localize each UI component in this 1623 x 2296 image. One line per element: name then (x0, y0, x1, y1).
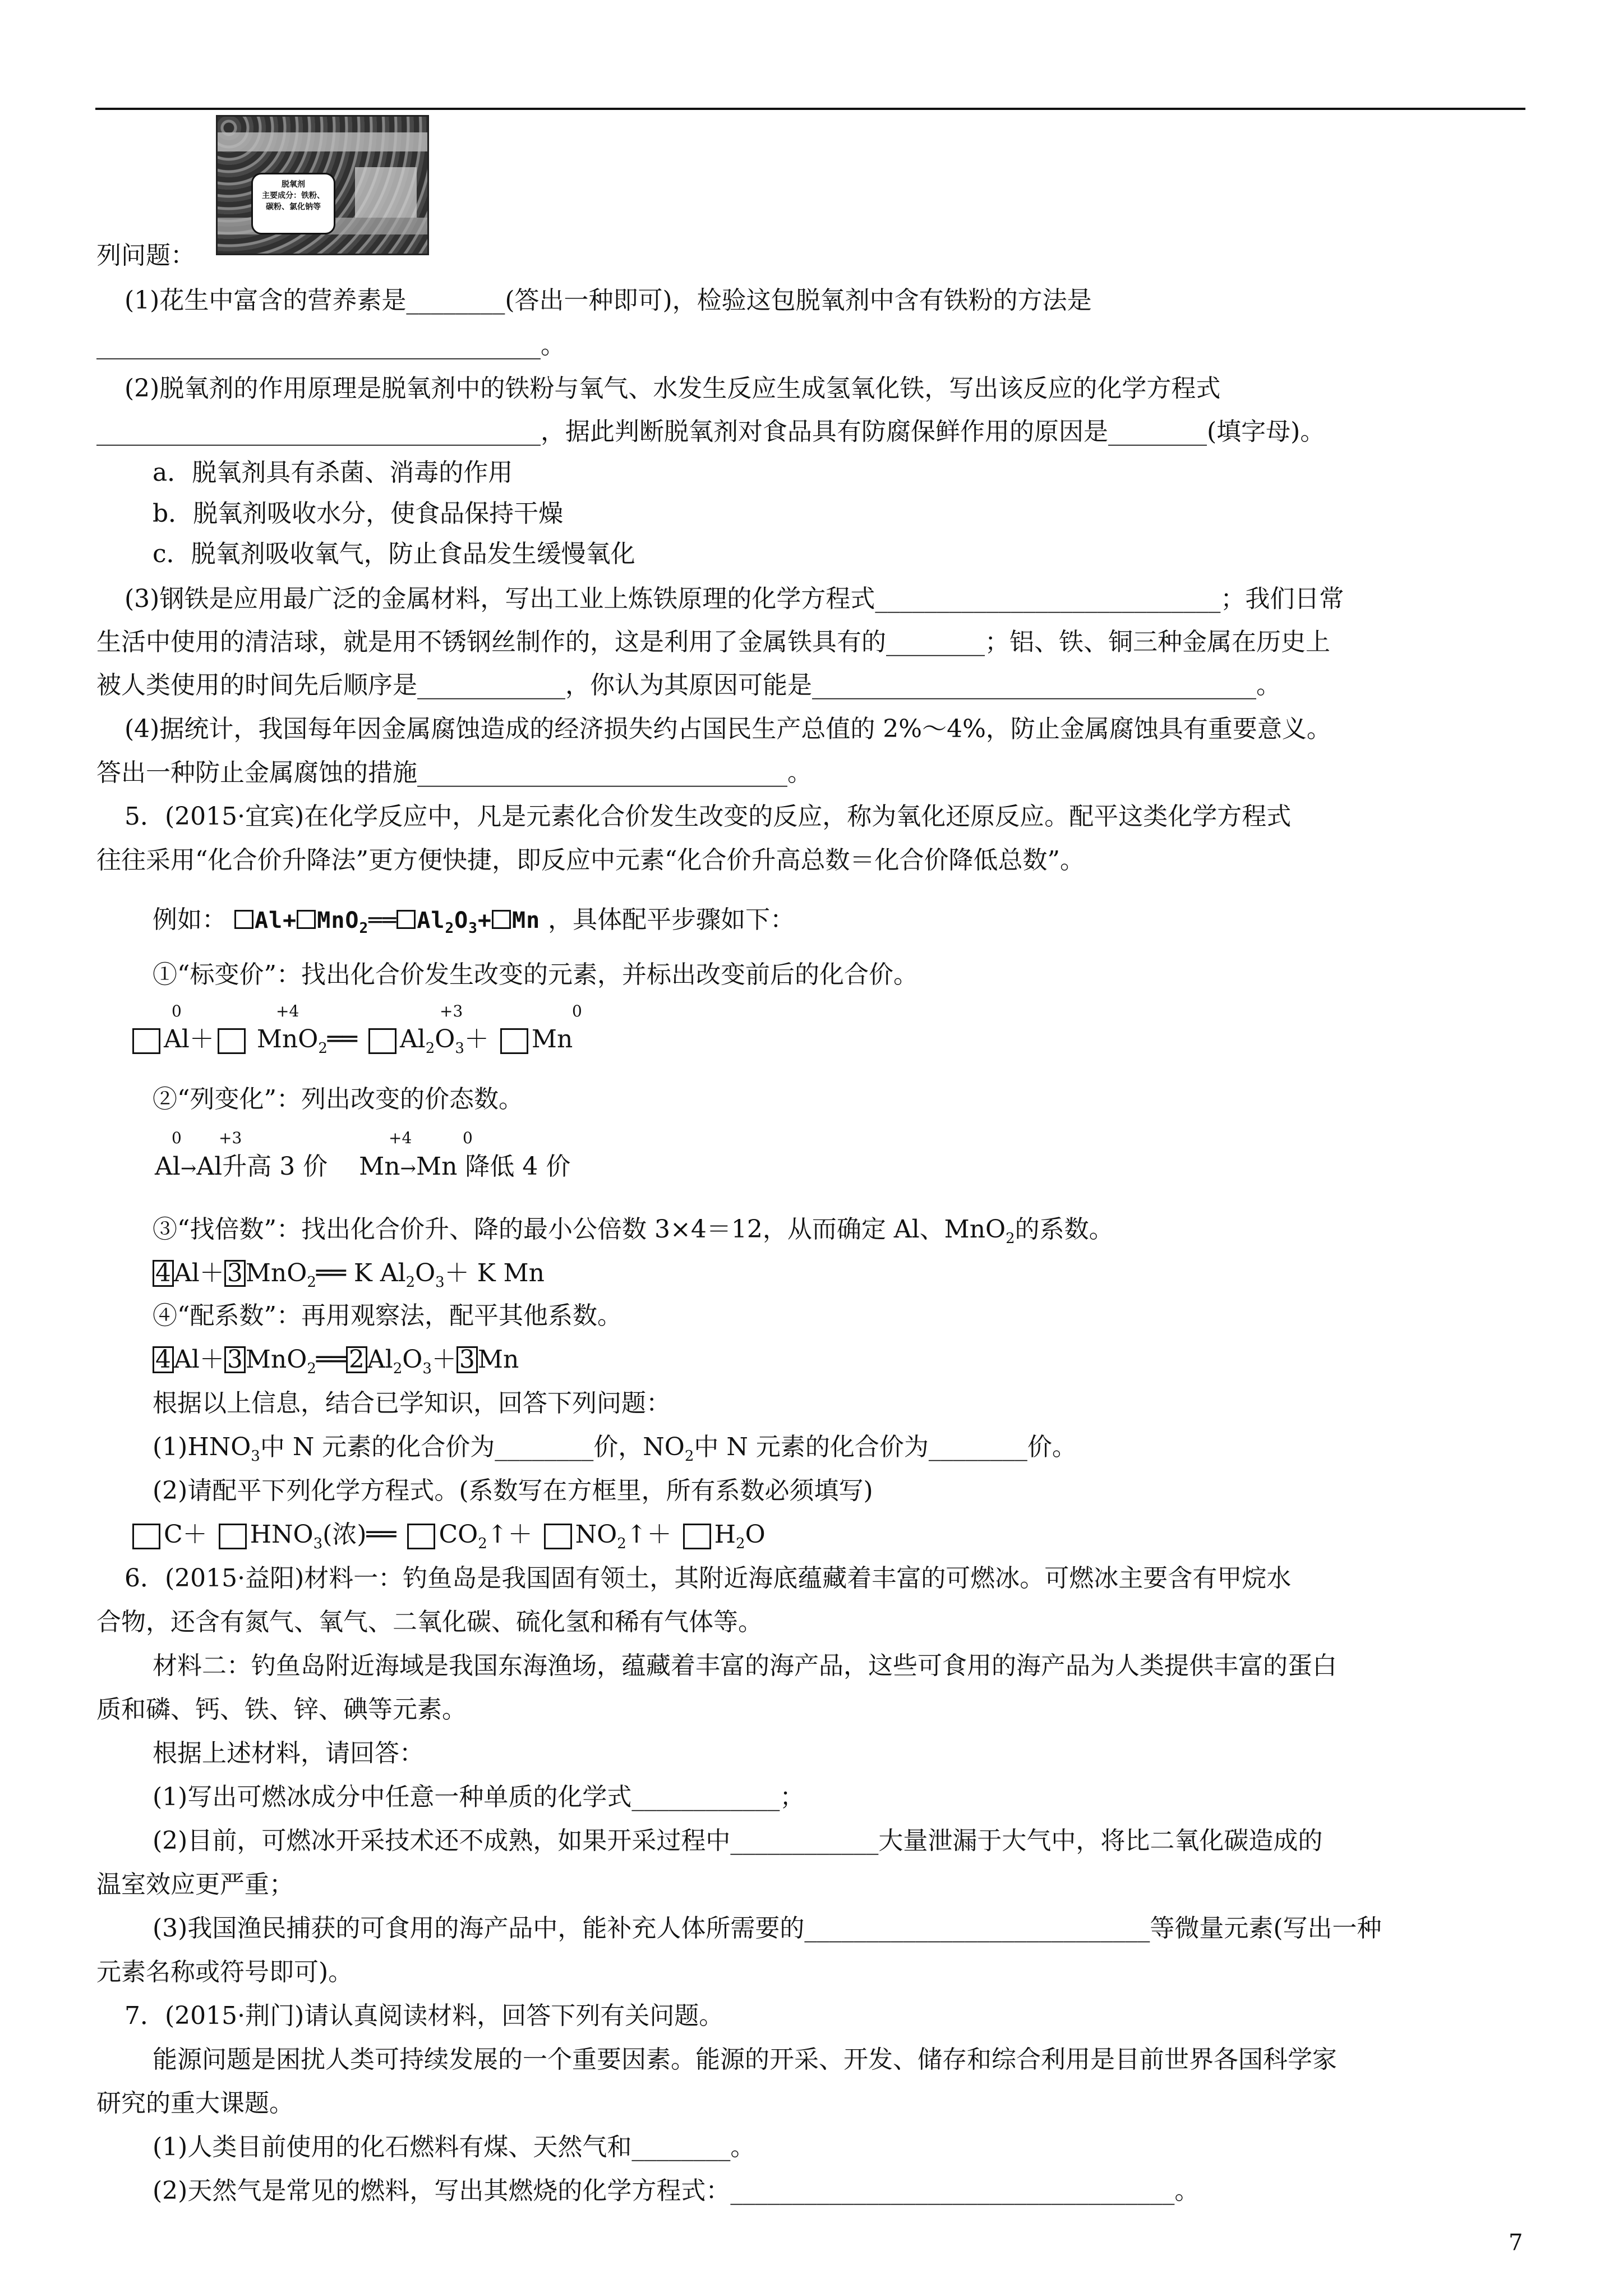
text-line: (1)花生中富含的营养素是________(答出一种即可)，检验这包脱氧剂中含有铁粉的方法是 (125, 286, 1092, 315)
text-line: 研究的重大课题。 (96, 2089, 294, 2118)
text-line: (2)天然气是常见的燃料，写出其燃烧的化学方程式：____________________________________。 (153, 2177, 1200, 2205)
text-line: 被人类使用的时间先后顺序是____________，你认为其原因可能是____________________________________。 (96, 671, 1281, 700)
product-photo (216, 115, 429, 255)
text-line: (4)据统计，我国每年因金属腐蚀造成的经济损失约占国民生产总值的 2%～4%，防止金属腐蚀具有重要意义。 (125, 715, 1331, 743)
step-3: ③“找倍数”：找出化合价升、降的最小公倍数 3×4＝12，从而确定 Al、MnO$_2$的系数。 (153, 1215, 1114, 1247)
label-bubble: 脱氧剂 主要成分：铁粉、 碳粉、氯化钠等 (251, 173, 335, 234)
question-7: 7．(2015·荆门)请认真阅读材料，回答下列有关问题。 (125, 2001, 724, 2030)
text-line: 温室效应更严重； (96, 1870, 294, 1899)
coef-box (132, 1524, 160, 1549)
text-line: 生活中使用的清洁球，就是用不锈钢丝制作的，这是利用了金属铁具有的________；铝、铁、铜三种金属在历史上 (96, 628, 1330, 656)
text-line: 往往采用“化合价升降法”更方便快捷，即反应中元素“化合价升高总数＝化合价降低总数”。 (96, 846, 1085, 875)
text-line: (3)钢铁是应用最广泛的金属材料，写出工业上炼铁原理的化学方程式____________________________；我们日常 (125, 585, 1344, 613)
option-b: b．脱氧剂吸收水分，使食品保持干燥 (153, 499, 564, 528)
text-line: 质和磷、钙、铁、锌、碘等元素。 (96, 1695, 467, 1724)
step-1-equation: Al＋ MnO$_2$══ $Al_2O_3+ Mn$ (129, 1024, 573, 1064)
step-2: ②“列变化”：列出改变的价态数。 (153, 1085, 523, 1114)
option-a: a．脱氧剂具有杀菌、消毒的作用 (153, 458, 513, 487)
balance-equation: $C+ HNO_3$(浓)══ $CO_2↑+$ $NO_2↑+ H_2O$ (129, 1519, 766, 1559)
header-rule (95, 108, 1525, 110)
text-line: 合物，还含有氮气、氧气、二氧化碳、硫化氢和稀有气体等。 (96, 1608, 763, 1636)
coef-box (132, 1028, 160, 1054)
coef-box (218, 1028, 246, 1054)
coef-box (368, 1028, 396, 1054)
example-line: 例如： Al+ MnO$_2$══ $Al_2O_3+ Mn$ ，具体配平步骤如下： (153, 904, 795, 944)
question-6: 6．(2015·益阳)材料一：钓鱼岛是我国固有领土，其附近海底蕴藏着丰富的可燃冰。可燃冰主要含有甲烷水 (125, 1564, 1292, 1593)
text-line: (1)写出可燃冰成分中任意一种单质的化学式____________； (153, 1783, 805, 1811)
text-line: (3)我国渔民捕获的可食用的海产品中，能补充人体所需要的____________________________等微量元素(写出一种 (153, 1914, 1382, 1943)
text-line: 根据以上信息，结合已学知识，回答下列问题： (153, 1389, 671, 1418)
coef-box (407, 1524, 435, 1549)
step-3-equation: 4 Al＋ 3 MnO$_2$══ K $Al_2O_3+ K$ Mn (153, 1258, 545, 1298)
page-number: 7 (1509, 2230, 1523, 2256)
text-line: ____________________________________，据此判断脱氧剂对食品具有防腐保鲜作用的原因是________(填字母)。 (96, 417, 1325, 446)
step-2-change: Al→Al升高 3 价 Mn→Mn 降低 4 价 (155, 1152, 571, 1181)
text-line: (1)人类目前使用的化石燃料有煤、天然气和________。 (153, 2133, 755, 2161)
coef-box (683, 1524, 711, 1549)
coef-box (544, 1524, 572, 1549)
text-line: 材料二：钓鱼岛附近海域是我国东海渔场，蕴藏着丰富的海产品，这些可食用的海产品为人类提供丰富的蛋白 (153, 1651, 1337, 1680)
text-line: 列问题： (96, 241, 195, 270)
text-line: (2)脱氧剂的作用原理是脱氧剂中的铁粉与氧气、水发生反应生成氢氧化铁，写出该反应的化学方程式 (125, 374, 1221, 403)
text-line: (2)目前，可燃冰开采技术还不成熟，如果开采过程中____________大量泄漏于大气中，将比二氧化碳造成的 (153, 1826, 1323, 1855)
step-4: ④“配系数”：再用观察法，配平其他系数。 (153, 1301, 622, 1330)
text-line: 能源问题是困扰人类可持续发展的一个重要因素。能源的开采、开发、储存和综合利用是目前世界各国科学家 (153, 2045, 1337, 2074)
coef-box (219, 1524, 247, 1549)
text-line: 元素名称或符号即可)。 (96, 1958, 353, 1986)
text-line: (2)请配平下列化学方程式。(系数写在方框里，所有系数必须填写) (153, 1476, 873, 1505)
text-line: ____________________________________。 (96, 331, 565, 360)
step-1: ①“标变价”：找出化合价发生改变的元素，并标出改变前后的化合价。 (153, 960, 918, 989)
text-line: 答出一种防止金属腐蚀的措施______________________________。 (96, 758, 812, 787)
coef-box (500, 1028, 528, 1054)
text-line: 根据上述材料，请回答： (153, 1739, 424, 1768)
step-4-equation: 4 Al＋ 3 MnO$_2$══ 2 $Al_2O_3+ 3$ Mn (153, 1344, 519, 1384)
option-c: c．脱氧剂吸收氧气，防止食品发生缓慢氧化 (153, 540, 635, 568)
text-line: $(1)HNO_3$中 N 元素的化合价为________价，$NO_2$中 N 元素的化合价为________价。 (153, 1433, 1077, 1465)
question-5: 5．(2015·宜宾)在化学反应中，凡是元素化合价发生改变的反应，称为氧化还原反应。配平这类化学方程式 (125, 802, 1292, 831)
example-equation: Al+ MnO$_2$══ $Al_2O_3+ Mn$ (234, 905, 540, 944)
